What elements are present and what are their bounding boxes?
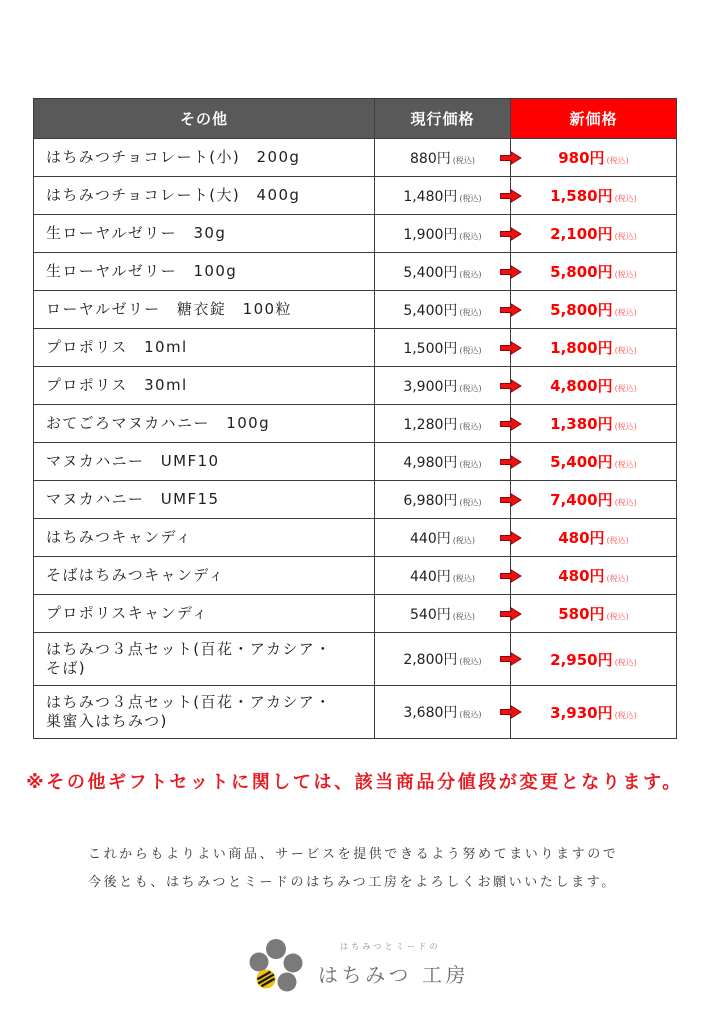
current-price-tax-label: (税込) — [459, 459, 482, 469]
table-row — [34, 367, 677, 405]
current-price: 440円 — [410, 568, 451, 585]
logo-tagline: はちみつとミードの — [340, 942, 441, 951]
current-price-tax-label: (税込) — [459, 269, 482, 279]
new-price-cell — [511, 139, 677, 177]
current-price-cell — [375, 633, 511, 686]
arrow-right-icon — [500, 493, 522, 507]
arrow-right-icon — [500, 705, 522, 719]
new-price-cell — [511, 329, 677, 367]
table-row — [34, 177, 677, 215]
new-price: 1,580円 — [550, 187, 613, 205]
item-name: プロポリス 30ml — [46, 376, 188, 394]
item-name: そばはちみつキャンディ — [46, 566, 225, 584]
item-cell — [34, 291, 375, 329]
arrow-right-icon — [500, 341, 522, 355]
gift-set-notice: ※その他ギフトセットに関しては、該当商品分値段が変更となります。 — [26, 772, 683, 793]
price-table — [33, 98, 677, 739]
item-cell — [34, 405, 375, 443]
header-new-price: 新価格 — [511, 99, 677, 139]
closing-message-line-2: 今後とも、はちみつとミードのはちみつ工房をよろしくお願いいたします。 — [88, 875, 617, 890]
item-cell — [34, 686, 375, 739]
new-price: 7,400円 — [550, 491, 613, 509]
closing-message-line-1: これからもよりよい商品、サービスを提供できるよう努めてまいりますので — [88, 847, 619, 862]
header-current-price: 現行価格 — [375, 99, 511, 139]
new-price-cell — [511, 177, 677, 215]
new-price: 580円 — [558, 605, 605, 623]
table-row — [34, 291, 677, 329]
item-name: はちみつ３点セット(百花・アカシア・ そば) — [46, 640, 332, 677]
new-price-cell — [511, 595, 677, 633]
item-cell — [34, 481, 375, 519]
current-price-cell — [375, 481, 511, 519]
item-name: はちみつ３点セット(百花・アカシア・ 巣蜜入はちみつ) — [46, 693, 332, 730]
item-cell — [34, 329, 375, 367]
table-row — [34, 405, 677, 443]
new-price-cell — [511, 291, 677, 329]
item-name: マヌカハニー UMF10 — [46, 452, 220, 470]
current-price-cell — [375, 367, 511, 405]
item-cell — [34, 177, 375, 215]
closing-message — [88, 841, 618, 897]
current-price: 1,900円 — [403, 226, 458, 243]
current-price-cell — [375, 177, 511, 215]
arrow-right-icon — [500, 227, 522, 241]
flower-bee-logo-icon — [247, 937, 305, 995]
current-price-cell — [375, 443, 511, 481]
arrow-right-icon — [500, 379, 522, 393]
new-price-tax-label: (税込) — [606, 536, 629, 545]
table-row — [34, 139, 677, 177]
new-price: 1,380円 — [550, 415, 613, 433]
current-price: 6,980円 — [403, 492, 458, 509]
table-row — [34, 443, 677, 481]
current-price: 2,800円 — [403, 652, 458, 668]
new-price: 2,950円 — [550, 650, 613, 669]
table-body — [34, 139, 677, 739]
item-cell — [34, 519, 375, 557]
table-row — [34, 481, 677, 519]
arrow-right-icon — [500, 417, 522, 431]
arrow-right-icon — [500, 607, 522, 621]
arrow-right-icon — [500, 531, 522, 545]
current-price: 3,680円 — [403, 705, 458, 721]
current-price-tax-label: (税込) — [459, 193, 482, 203]
current-price: 1,480円 — [403, 188, 458, 205]
table-row — [34, 633, 677, 686]
current-price: 1,280円 — [403, 416, 458, 433]
current-price-tax-label: (税込) — [459, 497, 482, 507]
current-price-tax-label: (税込) — [459, 657, 482, 666]
new-price-tax-label: (税込) — [614, 384, 637, 393]
new-price-cell — [511, 443, 677, 481]
current-price-tax-label: (税込) — [452, 155, 475, 165]
new-price-tax-label: (税込) — [614, 232, 637, 241]
new-price-tax-label: (税込) — [606, 612, 629, 621]
current-price: 5,400円 — [403, 264, 458, 281]
current-price: 5,400円 — [403, 302, 458, 319]
new-price-cell — [511, 557, 677, 595]
arrow-right-icon — [500, 265, 522, 279]
header-item: その他 — [34, 99, 375, 139]
arrow-right-icon — [500, 189, 522, 203]
new-price: 4,800円 — [550, 377, 613, 395]
new-price-tax-label: (税込) — [606, 574, 629, 583]
table-row — [34, 519, 677, 557]
current-price-cell — [375, 215, 511, 253]
item-name: はちみつキャンディ — [46, 528, 193, 546]
current-price: 440円 — [410, 530, 451, 547]
new-price-cell — [511, 405, 677, 443]
new-price-cell — [511, 633, 677, 686]
new-price-tax-label: (税込) — [614, 657, 637, 667]
item-cell — [34, 633, 375, 686]
new-price-tax-label: (税込) — [614, 194, 637, 203]
table-header — [34, 99, 677, 139]
current-price-cell — [375, 139, 511, 177]
current-price-tax-label: (税込) — [459, 307, 482, 317]
current-price-cell — [375, 519, 511, 557]
arrow-right-icon — [500, 569, 522, 583]
current-price-cell — [375, 686, 511, 739]
new-price-cell — [511, 367, 677, 405]
current-price-cell — [375, 595, 511, 633]
new-price-tax-label: (税込) — [614, 422, 637, 431]
current-price: 4,980円 — [403, 454, 458, 471]
new-price-tax-label: (税込) — [606, 156, 629, 165]
item-name: プロポリスキャンディ — [46, 604, 209, 622]
current-price-cell — [375, 329, 511, 367]
new-price-tax-label: (税込) — [614, 308, 637, 317]
item-cell — [34, 139, 375, 177]
item-name: はちみつチョコレート(小) 200g — [46, 148, 301, 166]
new-price: 1,800円 — [550, 339, 613, 357]
item-name: ローヤルゼリー 糖衣錠 100粒 — [46, 300, 292, 318]
new-price-tax-label: (税込) — [614, 460, 637, 469]
new-price: 5,400円 — [550, 453, 613, 471]
current-price-tax-label: (税込) — [459, 383, 482, 393]
current-price: 540円 — [410, 606, 451, 623]
arrow-right-icon — [500, 652, 522, 666]
current-price-tax-label: (税込) — [459, 231, 482, 241]
new-price-cell — [511, 519, 677, 557]
item-name: プロポリス 10ml — [46, 338, 188, 356]
arrow-right-icon — [500, 303, 522, 317]
item-cell — [34, 367, 375, 405]
current-price-tax-label: (税込) — [459, 710, 482, 719]
current-price-cell — [375, 253, 511, 291]
new-price-tax-label: (税込) — [614, 710, 637, 720]
new-price-tax-label: (税込) — [614, 346, 637, 355]
item-name: おてごろマヌカハニー 100g — [46, 414, 271, 432]
item-cell — [34, 253, 375, 291]
table-row — [34, 253, 677, 291]
item-cell — [34, 443, 375, 481]
arrow-right-icon — [500, 455, 522, 469]
current-price: 3,900円 — [403, 378, 458, 395]
current-price-tax-label: (税込) — [452, 611, 475, 621]
arrow-right-icon — [500, 151, 522, 165]
item-name: 生ローヤルゼリー 100g — [46, 262, 238, 280]
table-row — [34, 686, 677, 739]
header-row — [34, 99, 677, 139]
new-price: 980円 — [558, 149, 605, 167]
table-row — [34, 215, 677, 253]
item-name: マヌカハニー UMF15 — [46, 490, 220, 508]
table-row — [34, 595, 677, 633]
table-row — [34, 557, 677, 595]
new-price: 480円 — [558, 567, 605, 585]
current-price-tax-label: (税込) — [459, 345, 482, 355]
new-price: 3,930円 — [550, 703, 613, 722]
logo-name: はちみつ 工房 — [318, 963, 470, 987]
current-price-tax-label: (税込) — [452, 535, 475, 545]
item-name: はちみつチョコレート(大) 400g — [46, 186, 301, 204]
current-price: 880円 — [410, 150, 451, 167]
item-name: 生ローヤルゼリー 30g — [46, 224, 227, 242]
item-cell — [34, 215, 375, 253]
new-price-cell — [511, 215, 677, 253]
current-price-cell — [375, 291, 511, 329]
new-price-tax-label: (税込) — [614, 498, 637, 507]
current-price-cell — [375, 405, 511, 443]
current-price: 1,500円 — [403, 340, 458, 357]
new-price: 5,800円 — [550, 263, 613, 281]
current-price-tax-label: (税込) — [452, 573, 475, 583]
item-cell — [34, 557, 375, 595]
new-price: 480円 — [558, 529, 605, 547]
bee-icon — [256, 970, 276, 989]
item-cell — [34, 595, 375, 633]
new-price: 5,800円 — [550, 301, 613, 319]
new-price-cell — [511, 686, 677, 739]
new-price-tax-label: (税込) — [614, 270, 637, 279]
current-price-cell — [375, 557, 511, 595]
new-price: 2,100円 — [550, 225, 613, 243]
current-price-tax-label: (税込) — [459, 421, 482, 431]
new-price-cell — [511, 253, 677, 291]
table-row — [34, 329, 677, 367]
new-price-cell — [511, 481, 677, 519]
